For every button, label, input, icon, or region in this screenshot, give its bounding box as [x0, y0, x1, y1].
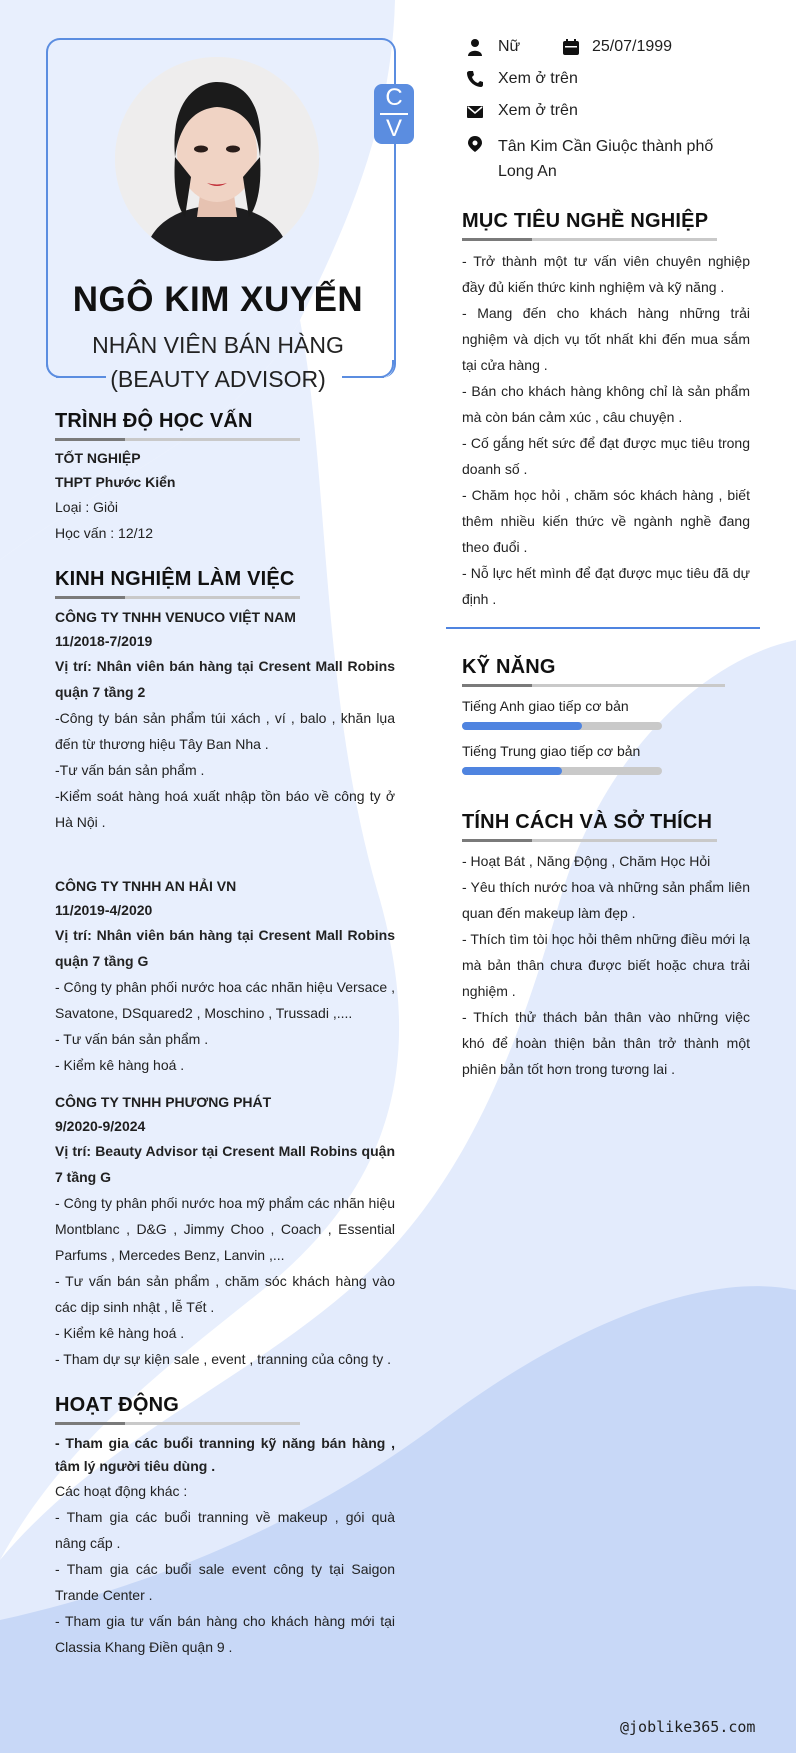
skill-bar-fill	[462, 722, 582, 730]
objective-item: - Cố gắng hết sức để đạt được mục tiêu trong doanh số .	[462, 435, 750, 477]
skill-bar	[462, 767, 662, 775]
cv-badge-letter-v: V	[385, 115, 402, 142]
role-line-2: (BEAUTY ADVISOR)	[110, 366, 326, 392]
contact-email-row	[464, 102, 764, 124]
job-1	[55, 605, 395, 835]
personality-item: - Thích tìm tòi học hỏi thêm những điều mới lạ mà bản thân chưa được biết hoặc chưa trải nghiệm .	[462, 931, 750, 999]
location-icon	[466, 135, 484, 153]
objective-rule	[462, 238, 717, 241]
education-status: TỐT NGHIỆP	[55, 450, 141, 466]
job-period: 11/2018-7/2019	[55, 633, 153, 649]
personality-rule	[462, 839, 717, 842]
objective-item: - Mang đến cho khách hàng những trải nghiệm và dịch vụ tốt nhất khi đến mua sắm tại cửa hàng .	[462, 305, 750, 373]
job-detail: -Kiểm soát hàng hoá xuất nhập tồn báo về công ty ở Hà Nội .	[55, 788, 395, 830]
job-detail: - Tư vấn bán sản phẩm .	[55, 1031, 209, 1047]
job-detail: -Công ty bán sản phẩm túi xách , ví , balo , khăn lụa đến từ thương hiệu Tây Ban Nha .	[55, 710, 395, 752]
user-icon	[466, 38, 484, 56]
cv-badge	[374, 84, 414, 144]
birthdate-value: 25/07/1999	[592, 38, 673, 55]
job-detail: - Kiểm kê hàng hoá .	[55, 1057, 185, 1073]
activities-rule	[55, 1422, 300, 1425]
candidate-role	[40, 328, 396, 396]
skill-bar-fill	[462, 767, 562, 775]
personality-item: - Thích thử thách bản thân vào những việc khó để hoàn thiện bản thân trở thành một phiên bản tốt hơn trong tương lai .	[462, 1009, 750, 1077]
personality-item: - Hoạt Bát , Năng Động , Chăm Học Hỏi	[462, 853, 711, 869]
objective-block	[462, 248, 750, 612]
objective-item: - Chăm học hỏi , chăm sóc khách hàng , biết thêm nhiều kiến thức về ngành nghề đang theo đuổi .	[462, 487, 750, 555]
job-period: 11/2019-4/2020	[55, 902, 153, 918]
education-grade: Loại : Giỏi	[55, 499, 119, 515]
job-position: Vị trí: Nhân viên bán hàng tại Cresent Mall Robins quận 7 tầng G	[55, 927, 395, 969]
job-period: 9/2020-9/2024	[55, 1118, 146, 1134]
education-rule	[55, 438, 300, 441]
cv-badge-letter-c: C	[385, 84, 403, 111]
address-value: Tân Kim Cần Giuộc thành phố Long An	[498, 138, 714, 180]
activities-item: - Tham gia các buổi tranning về makeup , gói quà nâng cấp .	[55, 1509, 395, 1551]
phone-value: Xem ở trên	[498, 70, 578, 87]
objective-title: MỤC TIÊU NGHỀ NGHIỆP	[462, 210, 709, 232]
footer-watermark: @joblike365.com	[620, 1718, 756, 1736]
experience-rule	[55, 596, 300, 599]
phone-icon	[466, 70, 484, 88]
job-company: CÔNG TY TNHH PHƯƠNG PHÁT	[55, 1094, 272, 1110]
email-value: Xem ở trên	[498, 102, 578, 119]
calendar-icon	[562, 38, 580, 56]
objective-item: - Trở thành một tư vấn viên chuyên nghiệp đầy đủ kiến thức kinh nghiệm và kỹ năng .	[462, 253, 750, 295]
skills-rule	[462, 684, 725, 687]
objective-item: - Bán cho khách hàng không chỉ là sản phẩm mà còn bán cảm xúc , câu chuyện .	[462, 383, 750, 425]
candidate-name: NGÔ KIM XUYẾN	[72, 280, 364, 319]
job-detail: - Công ty phân phối nước hoa mỹ phẩm các nhãn hiệu Montblanc , D&G , Jimmy Choo , Coach , Essential Parfums , Mercedes Benz, Lanvin ,...	[55, 1195, 395, 1263]
personality-title: TÍNH CÁCH VÀ SỞ THÍCH	[462, 811, 713, 833]
activities-block	[55, 1432, 395, 1660]
education-block	[55, 446, 395, 546]
experience-title: KINH NGHIỆM LÀM VIỆC	[55, 568, 295, 590]
activities-title: HOẠT ĐỘNG	[55, 1394, 180, 1416]
skill-1	[462, 696, 662, 730]
job-detail: - Tham dự sự kiện sale , event , tranning của công ty .	[55, 1351, 391, 1367]
skill-label: Tiếng Trung giao tiếp cơ bản	[462, 743, 641, 759]
contact-gender-row	[464, 38, 764, 60]
skills-title: KỸ NĂNG	[462, 656, 556, 678]
job-2	[55, 874, 395, 1078]
personality-block	[462, 848, 750, 1082]
education-title: TRÌNH ĐỘ HỌC VẤN	[55, 410, 253, 432]
activities-item: - Tham gia các buổi sale event công ty tại Saigon Trande Center .	[55, 1561, 395, 1603]
objective-item: - Nỗ lực hết mình để đạt được mục tiêu đã dự định .	[462, 565, 750, 607]
skill-label: Tiếng Anh giao tiếp cơ bản	[462, 698, 629, 714]
education-level: Học vấn : 12/12	[55, 525, 154, 541]
education-school: THPT Phước Kiển	[55, 474, 176, 490]
skill-bar	[462, 722, 662, 730]
job-position: Vị trí: Nhân viên bán hàng tại Cresent Mall Robins quận 7 tầng 2	[55, 658, 395, 700]
job-company: CÔNG TY TNHH AN HẢI VN	[55, 878, 237, 894]
avatar-photo	[115, 57, 319, 261]
job-detail: -Tư vấn bán sản phẩm .	[55, 762, 205, 778]
activities-main: - Tham gia các buổi tranning kỹ năng bán hàng , tâm lý người tiêu dùng .	[55, 1435, 395, 1474]
activities-other-label: Các hoạt động khác :	[55, 1483, 188, 1499]
activities-item: - Tham gia tư vấn bán hàng cho khách hàng mới tại Classia Khang Điền quận 9 .	[55, 1613, 395, 1655]
job-company: CÔNG TY TNHH VENUCO VIỆT NAM	[55, 609, 296, 625]
skill-2	[462, 741, 662, 775]
gender-value: Nữ	[498, 38, 521, 55]
job-detail: - Công ty phân phối nước hoa các nhãn hiệu Versace , Savatone, DSquared2 , Moschino , Trussadi ,....	[55, 979, 395, 1021]
role-line-1: NHÂN VIÊN BÁN HÀNG	[92, 332, 344, 358]
job-position: Vị trí: Beauty Advisor tại Cresent Mall Robins quận 7 tầng G	[55, 1143, 395, 1185]
contact-phone-row	[464, 70, 764, 92]
personality-item: - Yêu thích nước hoa và những sản phẩm liên quan đến makeup làm đẹp .	[462, 879, 750, 921]
section-divider	[446, 627, 760, 629]
job-3	[55, 1090, 395, 1372]
contact-address-row	[464, 134, 734, 182]
mail-icon	[466, 103, 484, 121]
job-detail: - Tư vấn bán sản phẩm , chăm sóc khách hàng vào các dịp sinh nhật , lễ Tết .	[55, 1273, 395, 1315]
job-detail: - Kiểm kê hàng hoá .	[55, 1325, 185, 1341]
